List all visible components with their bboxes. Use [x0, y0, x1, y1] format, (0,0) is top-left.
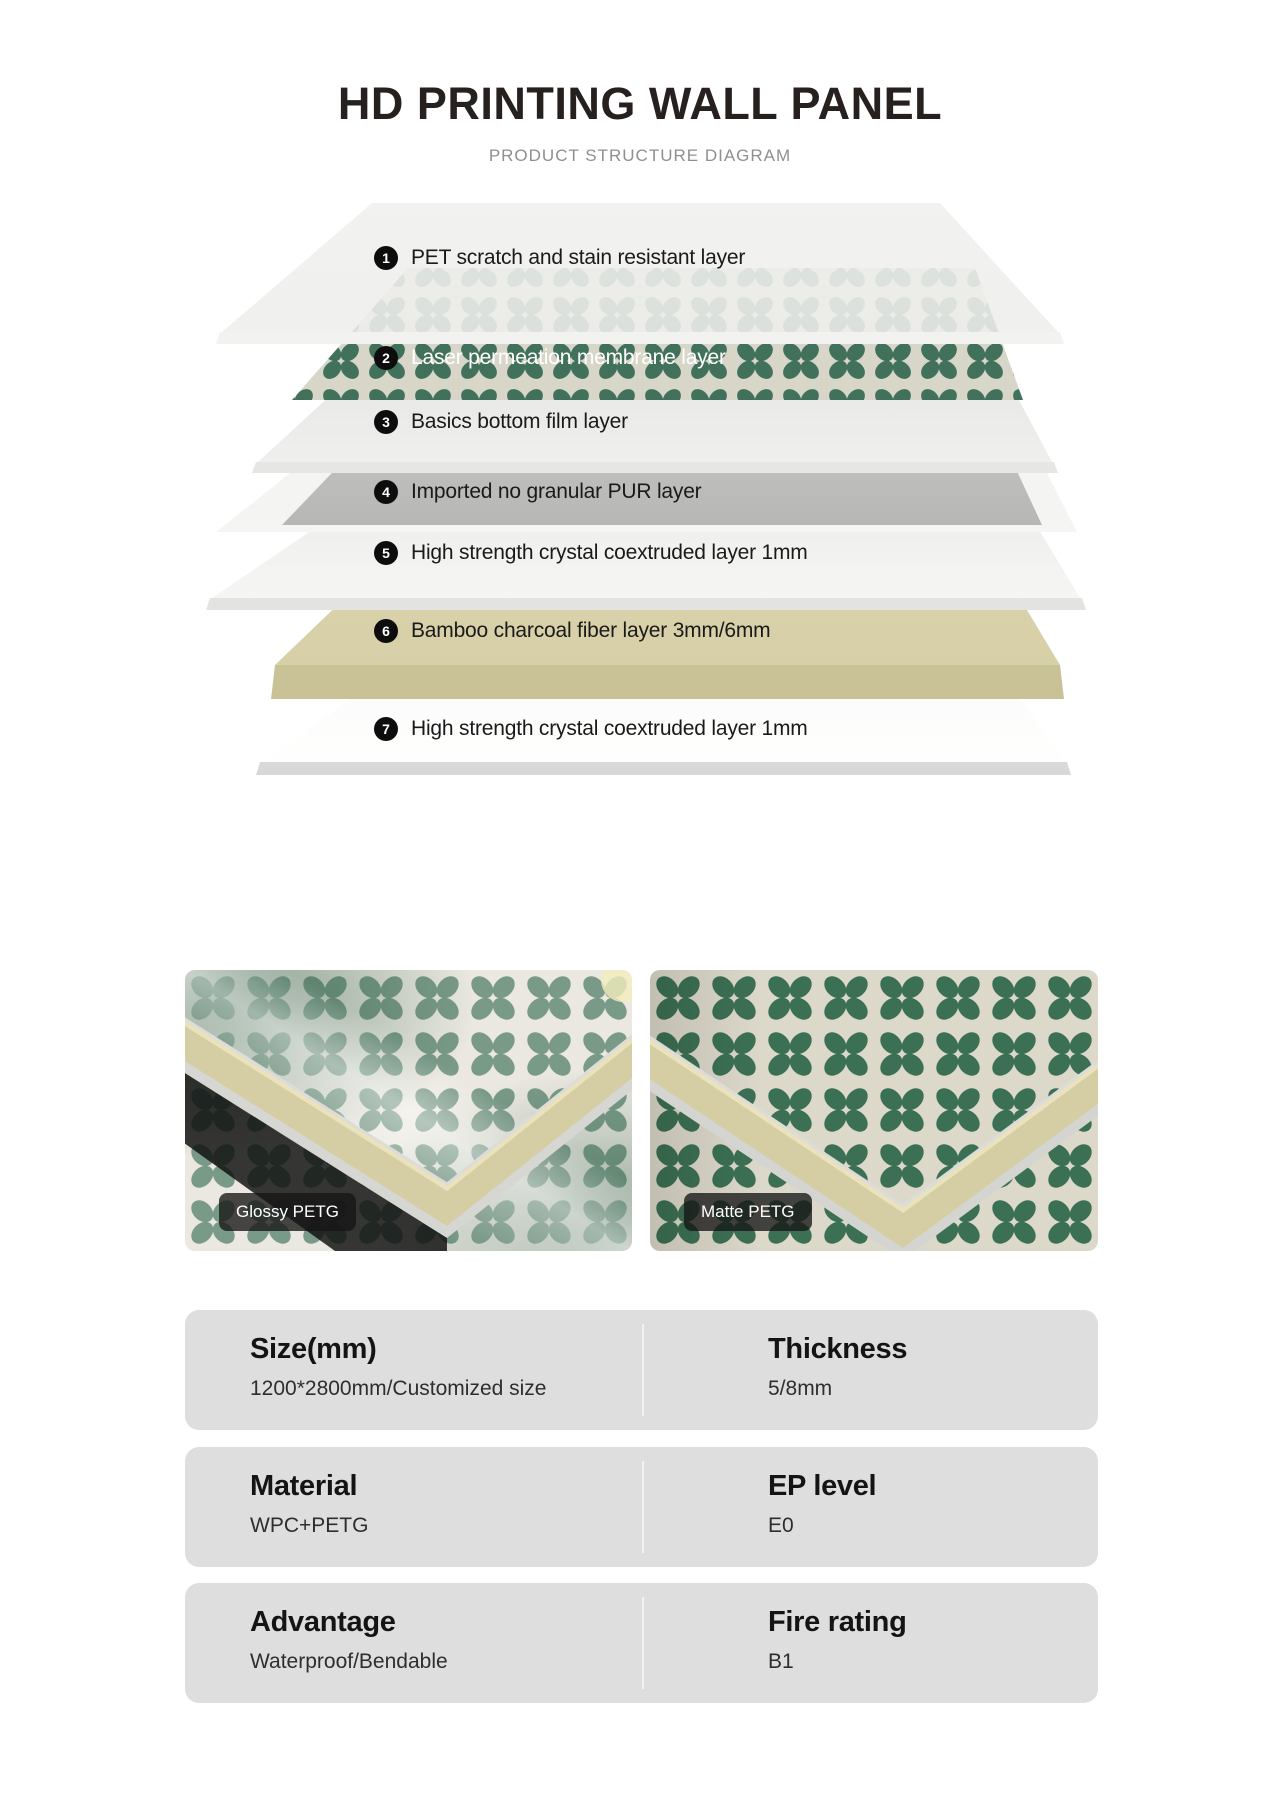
structure-diagram	[180, 200, 1100, 785]
layer-number-badge: 5	[374, 541, 398, 565]
layer-label-2	[374, 343, 726, 373]
spec-fire-rating	[641, 1583, 1098, 1703]
spec-title: Fire rating	[768, 1606, 907, 1638]
spec-title: Material	[250, 1470, 358, 1502]
photo-label-glossy: Glossy PETG	[219, 1193, 356, 1231]
layer-label-text: Basics bottom film layer	[411, 410, 628, 433]
spec-value: Waterproof/Bendable	[250, 1650, 448, 1673]
spec-box-size-thickness	[185, 1310, 1098, 1430]
spec-thickness	[641, 1310, 1098, 1430]
layer-number-badge: 6	[374, 619, 398, 643]
layer-label-text: PET scratch and stain resistant layer	[411, 246, 746, 269]
layer-number-badge: 1	[374, 246, 398, 270]
layer-number-badge: 4	[374, 480, 398, 504]
page-title: HD PRINTING WALL PANEL	[337, 78, 943, 129]
page-subtitle: PRODUCT STRUCTURE DIAGRAM	[488, 146, 792, 165]
spec-material	[185, 1447, 641, 1567]
layer-label-7	[374, 714, 808, 744]
layer-label-text: Bamboo charcoal fiber layer 3mm/6mm	[411, 619, 771, 642]
spec-ep-level	[641, 1447, 1098, 1567]
spec-value: WPC+PETG	[250, 1514, 369, 1537]
spec-title: EP level	[768, 1470, 877, 1502]
spec-title: Advantage	[250, 1606, 396, 1638]
spec-value: 5/8mm	[768, 1377, 833, 1400]
layer-label-text: High strength crystal coextruded layer 1mm	[411, 717, 808, 740]
spec-title: Thickness	[768, 1333, 908, 1365]
photo-glossy-petg	[185, 970, 632, 1251]
spec-title: Size(mm)	[250, 1333, 377, 1365]
photo-label-matte: Matte PETG	[684, 1193, 812, 1231]
spec-box-advantage-fire	[185, 1583, 1098, 1703]
layer-label-5	[374, 538, 808, 568]
layer-label-text: Imported no granular PUR layer	[411, 480, 702, 503]
spec-size	[185, 1310, 641, 1430]
layer-number-badge: 3	[374, 410, 398, 434]
spec-value: E0	[768, 1514, 794, 1537]
spec-box-material-ep	[185, 1447, 1098, 1567]
photo-matte-petg	[650, 970, 1098, 1251]
layer-label-text: High strength crystal coextruded layer 1mm	[411, 541, 808, 564]
layer-label-text: Laser permeation membrane layer	[411, 346, 726, 369]
spec-value: 1200*2800mm/Customized size	[250, 1377, 547, 1400]
layer-label-6	[374, 616, 770, 646]
layer-number-badge: 7	[374, 717, 398, 741]
layer-label-3	[374, 407, 628, 437]
layer-label-1	[374, 243, 745, 273]
layer-number-badge: 2	[374, 346, 398, 370]
spec-value: B1	[768, 1650, 794, 1673]
spec-advantage	[185, 1583, 641, 1703]
layer-label-4	[374, 477, 701, 507]
